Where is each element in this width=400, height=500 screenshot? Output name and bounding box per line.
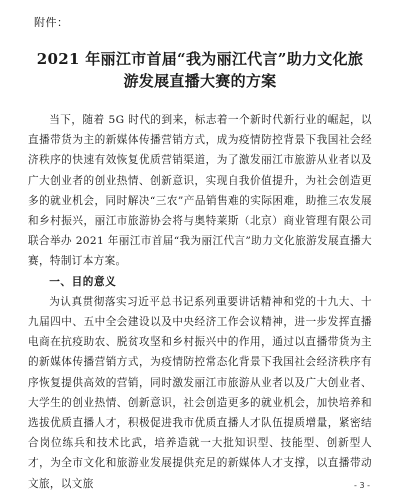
purpose-paragraph: 为认真贯彻落实习近平总书记系列重要讲话精神和党的十九大、十九届四中、五中全会建设以及中央经济工作会议精神，进一步发挥直播电商在抗疫助农、脱贫攻坚和乡村振兴中的作用，通过以直播带货为主的新媒体传播营销方式，为疫情防控常态化背景下我国社会经济秩序有序恢复提供高效的营销，同时激发丽江市旅游从业者以及广大创业者、大学生的创业热情、创新意识，社会创造更多的就业机会，加快培养和选拔优质直播人才，积极促进我市优质直播人才队伍提质增量，紧密结合岗位练兵和技术比武，培养造就一大批知识型、技能型、创新型人才，为全市文化和旅游业发展提供充足的新媒体人才支撑，以直播带动文旅，以文旅: [28, 295, 372, 490]
section-heading-purpose: 一、目的意义: [49, 275, 117, 288]
title-line-2: 游发展直播大赛的方案: [123, 72, 277, 90]
title-line-1: 2021 年丽江市首届“我为丽江代言”助力文化旅: [36, 50, 364, 68]
attachment-label: 附件：: [34, 16, 69, 29]
document-title: [28, 48, 372, 92]
page-number: - 3 -: [354, 481, 370, 490]
intro-paragraph: 当下，随着 5G 时代的到来，标志着一个新时代新行业的崛起，以直播带货为主的新媒体传播营销方式，成为疫情防控背景下我国社会经济秩序的快速有效恢复优质营销渠道，为了激发丽江市旅游从业者以及广大创业者的创业热情、创新意识，实现自我价值提升，为社会创造更多的就业机会，同时解决“三农”产品销售难的实际困难，助推三农发展和乡村振兴，丽江市旅游协会将与奥特莱斯（北京）商业管理有限公司联合举办 2021 年丽江市首届“我为丽江代言”助力文化旅游发展直播大赛，特制订本方案。: [28, 114, 372, 268]
